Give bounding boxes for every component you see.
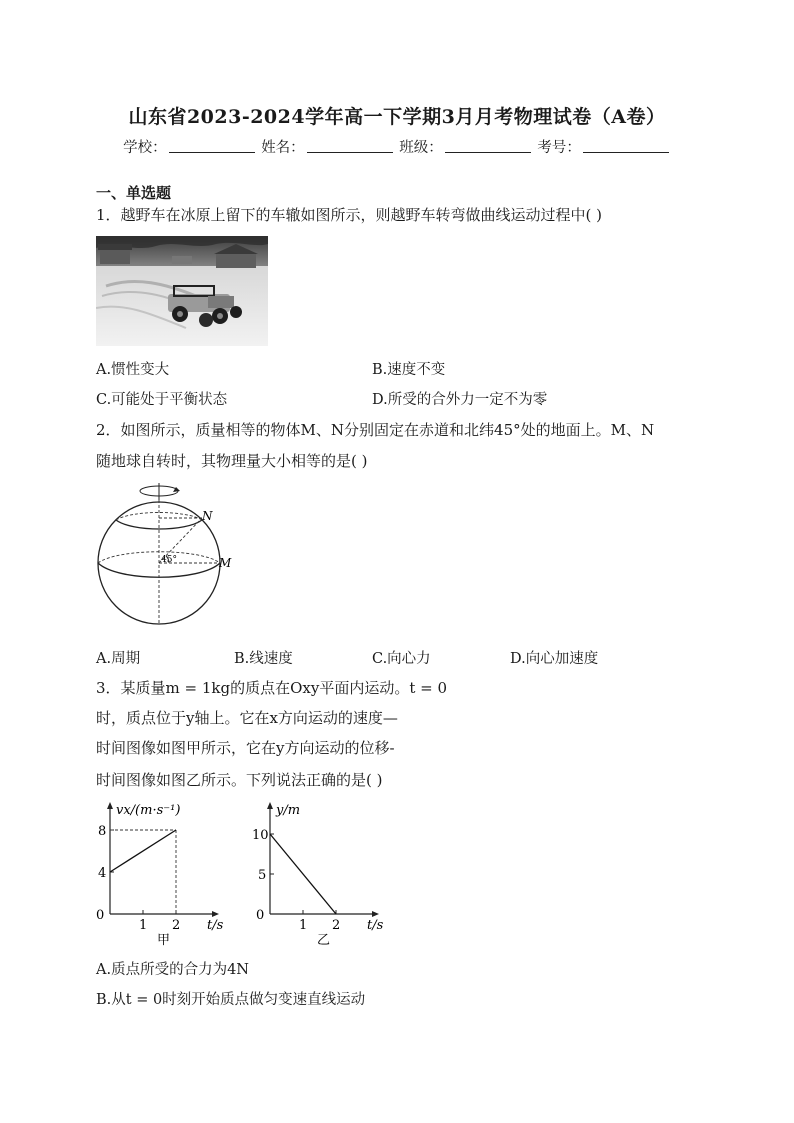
chart-caption: 甲 <box>157 933 171 948</box>
y-axis-arrow-icon <box>107 802 113 809</box>
data-line <box>270 834 336 914</box>
q2-option-a[interactable]: A.周期 <box>96 651 141 667</box>
earth-rotation-diagram <box>88 480 248 630</box>
x-tick-label: 1 <box>139 918 148 933</box>
data-line <box>110 830 176 872</box>
name-label: 姓名： <box>261 140 305 156</box>
student-info-line <box>0 136 794 157</box>
y-axis-arrow-icon <box>267 802 273 809</box>
q3-option-b[interactable]: B.从t = 0时刻开始质点做匀变速直线运动 <box>96 992 366 1008</box>
origin-label: 0 <box>96 908 105 923</box>
x-axis-label: t/s <box>367 918 384 933</box>
q2-option-c[interactable]: C.向心力 <box>372 651 431 667</box>
chart-jia <box>90 798 250 948</box>
q2-option-d[interactable]: D.向心加速度 <box>510 651 599 667</box>
angle-label: 45° <box>161 555 177 565</box>
chart-caption: 乙 <box>317 933 331 948</box>
x-tick-label: 1 <box>299 918 308 933</box>
question-1-text: 1．越野车在冰原上留下的车辙如图所示，则越野车转弯做曲线运动过程中( ) <box>96 206 603 224</box>
exam-title: 山东省2023-2024学年高一下学期3月月考物理试卷（A卷） <box>128 106 666 128</box>
q3-option-a[interactable]: A.质点所受的合力为4N <box>96 962 249 978</box>
school-label: 学校： <box>123 140 167 156</box>
origin-label: 0 <box>256 908 265 923</box>
x-axis-arrow-icon <box>212 911 219 917</box>
question-3-line-1: 3．某质量m = 1kg的质点在Oxy平面内运动。t = 0 <box>96 679 448 697</box>
number-label: 考号： <box>537 140 581 156</box>
x-axis-label: t/s <box>207 918 224 933</box>
class-label: 班级： <box>399 140 443 156</box>
number-blank[interactable] <box>583 139 669 153</box>
y-axis-label: vx/(m·s⁻¹) <box>116 803 181 818</box>
section-heading-single-choice: 一、单选题 <box>96 184 172 202</box>
chart-yi <box>250 798 410 948</box>
q1-option-c[interactable]: C.可能处于平衡状态 <box>96 392 228 408</box>
question-3-line-4: 时间图像如图乙所示。下列说法正确的是( ) <box>96 771 383 789</box>
point-n-label: N <box>202 509 213 523</box>
school-blank[interactable] <box>169 139 255 153</box>
x-tick-label: 2 <box>172 918 181 933</box>
question-2-line-1: 2．如图所示，质量相等的物体M、N分别固定在赤道和北纬45°处的地面上。M、N <box>96 421 655 439</box>
question-3-line-3: 时间图像如图甲所示，它在y方向运动的位移- <box>96 739 395 757</box>
y-tick-label: 8 <box>98 824 107 839</box>
class-blank[interactable] <box>445 139 531 153</box>
y-tick-label: 10 <box>252 828 269 843</box>
offroad-vehicle-photo <box>96 236 268 346</box>
point-m-label: M <box>219 556 232 570</box>
y-axis-label: y/m <box>276 803 301 818</box>
x-axis-arrow-icon <box>372 911 379 917</box>
question-3-line-2: 时，质点位于y轴上。它在x方向运动的速度— <box>96 709 398 727</box>
q1-option-d[interactable]: D.所受的合外力一定不为零 <box>372 392 548 408</box>
q1-option-a[interactable]: A.惯性变大 <box>96 362 170 378</box>
y-tick-label: 5 <box>258 868 267 883</box>
name-blank[interactable] <box>307 139 393 153</box>
q2-option-b[interactable]: B.线速度 <box>234 651 293 667</box>
question-2-line-2: 随地球自转时，其物理量大小相等的是( ) <box>96 452 368 470</box>
x-tick-label: 2 <box>332 918 341 933</box>
y-tick-label: 4 <box>98 866 107 881</box>
q1-option-b[interactable]: B.速度不变 <box>372 362 446 378</box>
